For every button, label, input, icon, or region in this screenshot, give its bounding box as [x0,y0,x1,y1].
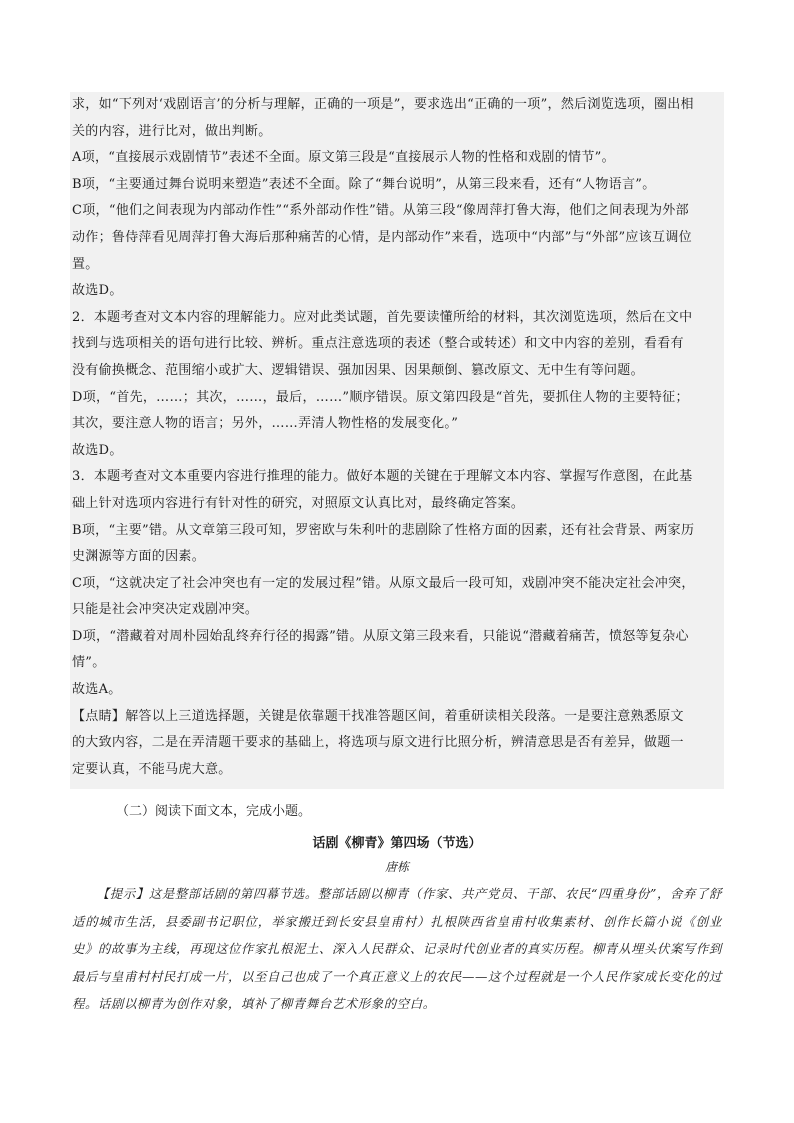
answer-line: 定要认真，不能马虎大意。 [72,761,232,777]
answer-line: D项，“首先，……；其次，……，最后，……”顺序错误。原文第四段是“首先，要抓住人物的主要特征； [72,389,689,405]
answer-line: 故选A。 [72,682,122,698]
answer-line: C项，“这就决定了社会冲突也有一定的发展过程”错。从原文最后一段可知，戏剧冲突不能决定社会冲突， [72,575,695,591]
answer-line: 情”。 [72,655,106,671]
answer-line: 【点睛】解答以上三道选择题，关键是依靠题干找准答题区间，着重研读相关段落。一是要注意熟悉原文 [72,708,684,724]
answer-line: 故选D。 [72,283,123,299]
section-heading: （二）阅读下面文本，完成小题。 [116,804,312,819]
answer-line: 求，如“下列对‘戏剧语言’的分析与理解，正确的一项是”，要求选出“正确的一项”，然后浏览选项，圈出相 [72,97,694,112]
answer-line: 只能是社会冲突决定戏剧冲突。 [72,602,259,618]
answer-line: B项，“主要”错。从文章第三段可知，罗密欧与朱利叶的悲剧除了性格方面的因素，还有社会背景、两家历 [72,522,695,538]
answer-line: D项，“潜藏着对周朴园始乱终弃行径的揭露”错。从原文第三段来看，只能说“潜藏着痛苦，愤怒等复杂心 [72,628,689,644]
answer-line: 的大致内容，二是在弄清题干要求的基础上，将选项与原文进行比照分析，辨清意思是否有差异，做题一 [72,735,684,751]
answer-line: 其次，要注意人物的语言；另外，……弄清人物性格的发展变化。” [72,416,459,432]
answer-line: 故选D。 [72,442,123,458]
answer-line: 3．本题考查对文本重要内容进行推理的能力。做好本题的关键在于理解文本内容、掌握写作意图，在此基 [72,469,693,485]
answer-line: B项，“主要通过舞台说明来塑造”表述不全面。除了“舞台说明”，从第三段来看，还有“人物语言”。 [72,176,656,192]
answer-line: 史渊源等方面的因素。 [72,549,206,565]
answer-analysis-block [70,92,724,789]
answer-line: A项，“直接展示戏剧情节”表述不全面。原文第三段是“直接展示人物的性格和戏剧的情节”。 [72,150,615,166]
answer-line: 础上针对选项内容进行有针对性的研究，对照原文认真比对，最终确定答案。 [72,495,525,511]
answer-line: 2．本题考查对文本内容的理解能力。应对此类试题，首先要读懂所给的材料，其次浏览选项，然后在文中 [72,309,693,325]
answer-line: 置。 [72,256,99,272]
answer-line: C项，“他们之间表现为内部动作性”“系外部动作性”错。从第三段“像周萍打鲁大海，他们之间表现为外部 [72,203,689,219]
answer-line: 找到与选项相关的语句进行比较、辨析。重点注意选项的表述（整合或转述）和文中内容的差别，看看有 [72,336,684,352]
answer-line: 关的内容，进行比对，做出判断。 [72,123,272,139]
answer-line: 没有偷换概念、范围缩小或扩大、逻辑错误、强加因果、因果颠倒、篡改原文、无中生有等问题。 [72,362,644,378]
drama-prompt: 【提示】这是整部话剧的第四幕节选。整部话剧以柳青（作家、共产党员、干部、农民“四重身份”，舍弃了舒适的城市生活，县委副书记职位，举家搬迁到长安县皇甫村）扎根陕西省皇甫村收集素材、创作长篇小说《创业史》的故事为主线，再现这位作家扎根泥土、深入人民群众、记录时代创业者的真实历程。柳青从埋头伏案写作到最后与皇甫村村民打成一片，以至自己也成了一个真正意义上的农民——这个过程就是一个人民作家成长变化的过程。话剧以柳青为创作对象，填补了柳青舞台艺术形象的空白。 [72,886,722,1012]
drama-title: 话剧《柳青》第四场（节选） [312,836,482,851]
answer-line: 动作；鲁侍萍看见周萍打鲁大海后那种痛苦的心情，是内部动作”来看，选项中“内部”与“外部”应该互调位 [72,229,692,245]
drama-author: 唐栋 [384,860,409,874]
